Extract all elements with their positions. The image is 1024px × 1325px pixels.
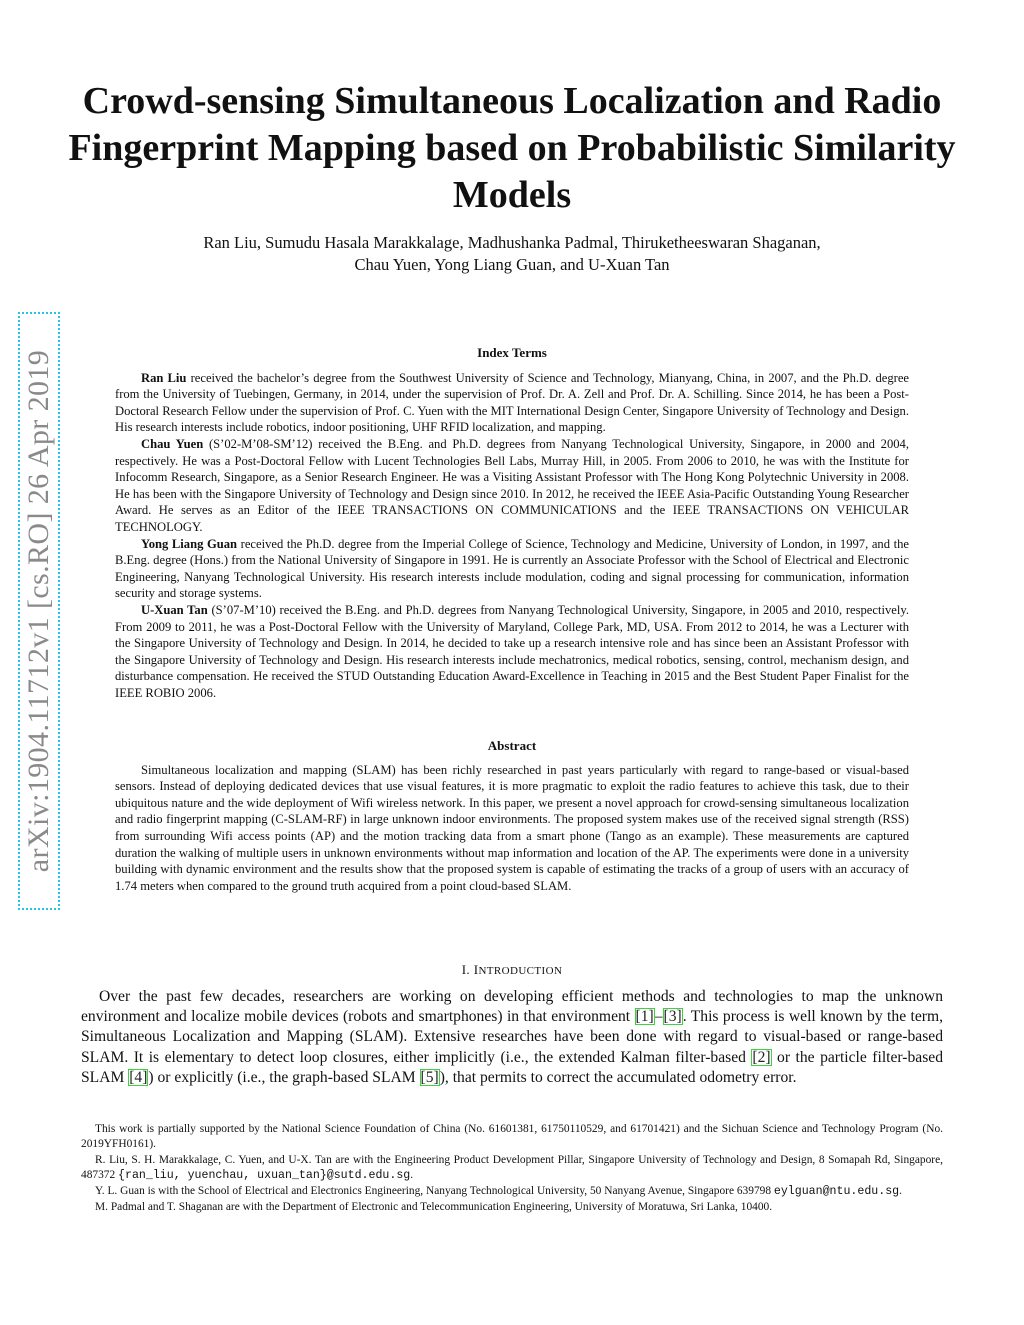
intro-text-segment: –: [654, 1008, 663, 1026]
footnote-funding: This work is partially supported by the National Science Foundation of China (No. 61601381, 61750110529, and 61701421) and the Sichuan Science and Technology Program (No. 2019YFH0161).: [81, 1123, 943, 1150]
intro-text-segment: or the particle filter-based SLAM: [81, 1048, 943, 1086]
footnote-affiliation: M. Padmal and T. Shaganan are with the Department of Electronic and Telecommunication Engineering, University of Moratuwa, Sri Lanka, 10400.: [95, 1201, 773, 1213]
intro-text-segment: ), that permits to correct the accumulated odometry error.: [439, 1068, 797, 1086]
paper-title: Crowd-sensing Simultaneous Localization and Radio Fingerprint Mapping based on Probabilistic Similarity Models: [68, 80, 956, 216]
arxiv-stamp: [18, 312, 60, 910]
abstract-text: Simultaneous localization and mapping (SLAM) has been richly researched in past years particularly with regard to range-based or visual-based sensors. Instead of deploying dedicated devices that use visual features, it is more pragmatic to exploit the radio features to achieve this task, due to their ubiquitous nature and the wide deployment of Wifi wireless network. In this paper, we present a novel approach for crowd-sensing simultaneous localization and radio fingerprint mapping (C-SLAM-RF) in large unknown indoor environments. The proposed system makes use of the received signal strength (RSS) from surrounding Wifi access points (AP) and the motion tracking data from a smart phone (Tango as an example). These measurements are captured duration the walking of multiple users in unknown environments without map information and location of the AP. The experiments were done in a university building with dynamic environment and the results show that the proposed system is capable of estimating the tracks of a group of users with an accuracy of 1.74 meters when compared to the ground truth acquired from a point cloud-based SLAM.: [115, 762, 909, 893]
footnote-text: .: [410, 1169, 414, 1181]
footnotes: [81, 1122, 943, 1216]
bio-name: Ran Liu: [141, 370, 187, 385]
introduction-heading: [60, 962, 964, 978]
citation-link[interactable]: [5]: [420, 1068, 439, 1086]
bio-name: U-Xuan Tan: [141, 602, 208, 617]
email-address: {ran_liu, yuenchau, uxuan_tan}@sutd.edu.sg: [118, 1169, 411, 1182]
bio-paragraph: [115, 436, 909, 536]
author-line-1: Ran Liu, Sumudu Hasala Marakkalage, Madhushanka Padmal, Thiruketheeswaran Shaganan,: [203, 233, 821, 252]
index-terms-heading: Index Terms: [477, 345, 547, 360]
intro-text-segment: ) or explicitly (i.e., the graph-based SLAM: [148, 1068, 420, 1086]
abstract-section: [115, 738, 909, 894]
citation-link[interactable]: [3]: [663, 1008, 682, 1026]
footnote-text: .: [899, 1185, 902, 1197]
arxiv-stamp-text: arXiv:1904.11712v1 [cs.RO] 26 Apr 2019: [22, 349, 55, 873]
bio-name: Chau Yuen: [141, 436, 204, 451]
intro-text-segment: Over the past few decades, researchers are working on developing efficient methods and technologies to map the unknown environment and localize mobile devices (robots and smartphones) in that environment: [81, 988, 943, 1026]
index-terms-section: [115, 345, 909, 701]
author-list: [110, 232, 914, 276]
author-line-2: Chau Yuen, Yong Liang Guan, and U-Xuan Tan: [354, 255, 670, 274]
citation-link[interactable]: [2]: [752, 1048, 771, 1066]
bio-paragraph: [115, 602, 909, 702]
footnote-text: R. Liu, S. H. Marakkalage, C. Yuen, and U-X. Tan are with the Engineering Product Development Pillar, Singapore University of Technology and Design, 8 Somapah Rd, Singapore, 487372: [81, 1154, 943, 1181]
bio-paragraph: [115, 370, 909, 436]
footnote-affiliation: [81, 1153, 943, 1183]
bio-name: Yong Liang Guan: [141, 536, 238, 551]
email-address: eylguan@ntu.edu.sg: [773, 1185, 900, 1198]
section-numeral: I.: [461, 962, 474, 977]
bio-text: received the Ph.D. degree from the Imperial College of Science, Technology and Medicine, University of London, in 1997, and the B.Eng. degree (Hons.) from the National University of Singapore in 1991. He is currently an Associate Professor with the School of Electrical and Electronic Engineering, Nanyang Technological University. His research interests include modulation, coding and signal processing for communication, information security and storage systems.: [115, 536, 909, 601]
heading-initial: I: [473, 962, 479, 977]
bio-text: received the bachelor’s degree from the Southwest University of Science and Technology, Mianyang, China, in 2007, and the Ph.D. degree from the University of Tuebingen, Germany, in 2014, under the supervision of Prof. Dr. A. Zell and Prof. Dr. A. Schilling. Since 2014, he has been a Post-Doctoral Research Fellow under the supervision of Prof. C. Yuen with the MIT International Design Center, Singapore University of Technology and Design. His research interests include robotics, indoor positioning, UHF RFID localization, and mapping.: [115, 370, 909, 435]
introduction-paragraph: [81, 987, 943, 1088]
bio-text: (S’07-M’10) received the B.Eng. and Ph.D. degrees from Nanyang Technological University, Singapore, in 2005 and 2010, respectively. From 2009 to 2011, he was a Post-Doctoral Fellow with the University of Maryland, College Park, MD, USA. From 2012 to 2014, he was a Lecturer with the Singapore University of Technology and Design. In 2014, he decided to take up a research intensive role and has since been an Assistant Professor with the Singapore University of Technology and Design. His research interests include mechatronics, medical robotics, sensing, control, mechanism design, and disturbance compensation. He received the STUD Outstanding Education Award-Excellence in Teaching in 2015 and the Best Student Paper Finalist for the IEEE ROBIO 2006.: [115, 602, 909, 700]
heading-rest: NTRODUCTION: [478, 965, 563, 977]
citation-link[interactable]: [1]: [635, 1008, 654, 1026]
bio-paragraph: [115, 536, 909, 602]
footnote-text: Y. L. Guan is with the School of Electrical and Electronics Engineering, Nanyang Technological University, 50 Nanyang Avenue, Singapore 639798: [95, 1185, 774, 1197]
footnote-affiliation: [81, 1184, 943, 1199]
bio-text: (S’02-M’08-SM’12) received the B.Eng. and Ph.D. degrees from Nanyang Technological University, Singapore, in 2000 and 2004, respectively. He was a Post-Doctoral Fellow with Lucent Technologies Bell Labs, Murray Hill, in 2005. From 2006 to 2010, he was with the Institute for Infocomm Research, Singapore, as a Senior Research Engineer. He was a Visiting Assistant Professor with The Hong Kong Polytechnic University in 2008. He has been with the Singapore University of Technology and Design since 2010. In 2012, he received the IEEE Asia-Pacific Outstanding Young Researcher Award. He serves as an Editor of the IEEE TRANSACTIONS ON COMMUNICATIONS and the IEEE TRANSACTIONS ON VEHICULAR TECHNOLOGY.: [115, 436, 909, 534]
intro-text-segment: . This process is well known by the term, Simultaneous Localization and Mapping (SLAM). Extensive researches have been done with regard to visual-based or range-based SLAM. It is elementary to detect loop closures, either implicitly (i.e., the extended Kalman filter-based: [81, 1008, 944, 1066]
citation-link[interactable]: [4]: [129, 1068, 148, 1086]
abstract-heading: Abstract: [487, 738, 537, 753]
